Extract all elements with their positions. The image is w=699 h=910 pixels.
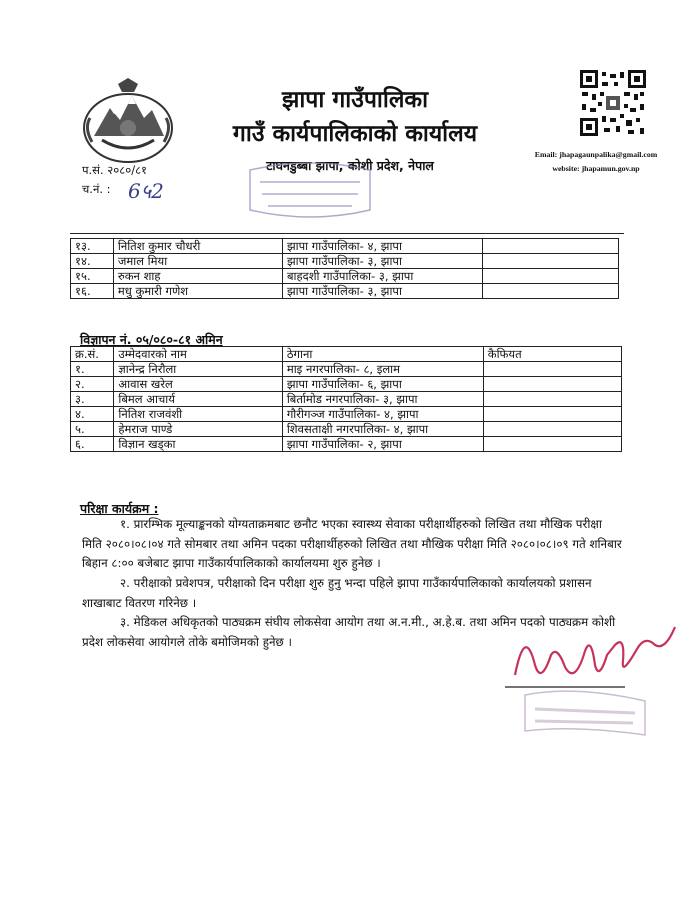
table-cell: ५. bbox=[71, 422, 114, 437]
table-row bbox=[71, 437, 622, 452]
table-cell: झापा गाउँपालिका- ३, झापा bbox=[282, 284, 482, 299]
office-name-line1: झापा गाउँपालिका bbox=[281, 87, 429, 113]
table-cell bbox=[483, 437, 621, 452]
table-row bbox=[71, 422, 622, 437]
office-address: टाघनडुब्बा झापा, कोशी प्रदेश, नेपाल bbox=[266, 158, 434, 173]
table-cell bbox=[483, 362, 621, 377]
column-header: कैफियत bbox=[483, 347, 621, 362]
candidate-table-amin bbox=[70, 346, 622, 452]
table-cell bbox=[483, 422, 621, 437]
column-header: उम्मेदवारको नाम bbox=[114, 347, 282, 362]
table-cell: बिमल आचार्य bbox=[114, 392, 282, 407]
table-cell bbox=[482, 254, 618, 269]
table-cell: माइ नगरपालिका- ८, इलाम bbox=[282, 362, 483, 377]
signature-stamp-image bbox=[505, 605, 695, 755]
table-cell: गौरीगञ्ज गाउँपालिका- ४, झापा bbox=[282, 407, 483, 422]
table-cell: झापा गाउँपालिका- ६, झापा bbox=[282, 377, 483, 392]
chalani-number: 6५2 bbox=[128, 179, 164, 203]
table-cell: झापा गाउँपालिका- ४, झापा bbox=[282, 239, 482, 254]
table-cell: १४. bbox=[71, 254, 114, 269]
table-cell: झापा गाउँपालिका- ३, झापा bbox=[282, 254, 482, 269]
header-divider bbox=[70, 233, 624, 234]
table-cell bbox=[483, 392, 621, 407]
table-row bbox=[71, 254, 619, 269]
table-row bbox=[71, 392, 622, 407]
table-cell bbox=[483, 407, 621, 422]
table-cell: ६. bbox=[71, 437, 114, 452]
exam-schedule-heading: परिक्षा कार्यक्रम : bbox=[80, 501, 159, 516]
table-cell: हेमराज पाण्डे bbox=[114, 422, 282, 437]
table-cell bbox=[483, 377, 621, 392]
table-cell: ज्ञानेन्द्र निरौला bbox=[114, 362, 282, 377]
table-cell: झापा गाउँपालिका- २, झापा bbox=[282, 437, 483, 452]
table-cell: नितिश राजवंशी bbox=[114, 407, 282, 422]
exam-paragraph-2-text: २. परीक्षाको प्रवेशपत्र, परीक्षाको दिन परीक्षा शुरु हुनु भन्दा पहिले झापा गाउँकार्यपालिकाको कार्यालयको प्रशासन शाखाबाट वितरण गरिनेछ । bbox=[82, 576, 592, 610]
office-stamp-image bbox=[240, 160, 380, 225]
table-header-row bbox=[71, 347, 622, 362]
table-cell: रुकन शाह bbox=[113, 269, 282, 284]
qr-code-icon bbox=[580, 70, 646, 136]
table-row bbox=[71, 284, 619, 299]
table-row bbox=[71, 269, 619, 284]
table-row bbox=[71, 377, 622, 392]
candidate-table-continued bbox=[70, 238, 619, 299]
table-cell bbox=[482, 269, 618, 284]
table-cell: २. bbox=[71, 377, 114, 392]
exam-paragraph-1 bbox=[82, 515, 622, 574]
contact-email: Email: jhapagaunpalika@gmail.com bbox=[534, 150, 658, 159]
table-cell: १३. bbox=[71, 239, 114, 254]
chalani-label: च.नं. : bbox=[82, 182, 111, 196]
table-row bbox=[71, 239, 619, 254]
office-name-line2: गाउँ कार्यपालिकाको कार्यालय bbox=[232, 121, 478, 147]
advertisement-title: विज्ञापन नं. ०५/०८०-८१ अमिन bbox=[80, 332, 223, 347]
fiscal-year: प.सं. २०८०/८१ bbox=[82, 163, 148, 177]
table-row bbox=[71, 362, 622, 377]
table-cell: १. bbox=[71, 362, 114, 377]
table-cell: ३. bbox=[71, 392, 114, 407]
table-cell: मधु कुमारी गणेश bbox=[113, 284, 282, 299]
table-cell bbox=[482, 239, 618, 254]
table-cell: जमाल मिया bbox=[113, 254, 282, 269]
table-cell: बिर्तामोड नगरपालिका- ३, झापा bbox=[282, 392, 483, 407]
table-row bbox=[71, 407, 622, 422]
contact-website: website: jhapamun.gov.np bbox=[552, 164, 640, 173]
table-cell: आवास खरेल bbox=[114, 377, 282, 392]
column-header: क्र.सं. bbox=[71, 347, 114, 362]
table-cell: विज्ञान खड्का bbox=[114, 437, 282, 452]
exam-paragraph-1-text: १. प्रारम्भिक मूल्याङ्कनको योग्यताक्रमबाट छनौट भएका स्वास्थ्य सेवाका परीक्षार्थीहरुको लिखित तथा मौखिक परीक्षा मिति २०८०।०८।०४ गते सोमबार तथा अमिन पदका परीक्षार्थीहरुको लिखित तथा मौखिक परीक्षा मिति २०८०।०८।०९ गते शनिबार बिहान ८:०० बजेबाट झापा गाउँकार्यपालिकाको कार्यालयमा शुरु हुनेछ । bbox=[82, 517, 622, 570]
table-cell bbox=[482, 284, 618, 299]
government-emblem-logo bbox=[80, 78, 176, 166]
table-cell: १५. bbox=[71, 269, 114, 284]
table-cell: ४. bbox=[71, 407, 114, 422]
table-cell: शिवसताक्षी नगरपालिका- ४, झापा bbox=[282, 422, 483, 437]
table-cell: नितिश कुमार चौधरी bbox=[113, 239, 282, 254]
exam-paragraph-3-text: ३. मेडिकल अधिकृतको पाठ्यक्रम संघीय लोकसेवा आयोग तथा अ.न.मी., अ.हे.ब. तथा अमिन पदको पाठ्यक्रम कोशी प्रदेश लोकसेवा आयोगले तोके बमोजिमको हुनेछ । bbox=[82, 615, 616, 649]
table-cell: बाहदशी गाउँपालिका- ३, झापा bbox=[282, 269, 482, 284]
table-cell: १६. bbox=[71, 284, 114, 299]
column-header: ठेगाना bbox=[282, 347, 483, 362]
